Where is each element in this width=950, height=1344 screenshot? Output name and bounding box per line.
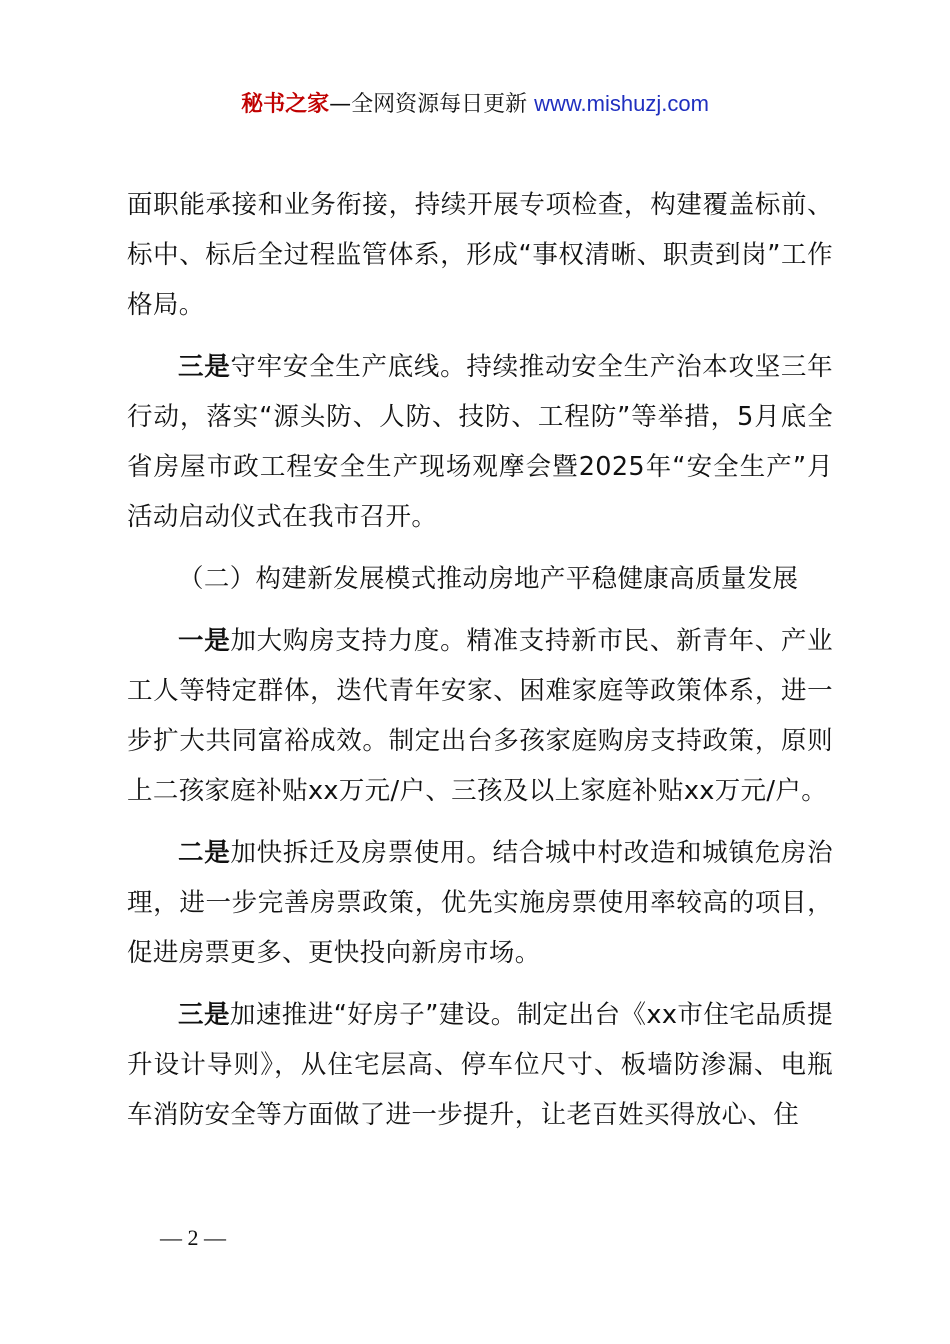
site-url-link[interactable]: www.mishuzj.com (534, 91, 709, 116)
paragraph-lead: 三是 (178, 1000, 230, 1030)
section-heading: （二）构建新发展模式推动房地产平稳健康高质量发展 (178, 564, 799, 594)
paragraph-text: 加快拆迁及房票使用。结合城中村改造和城镇危房治理，进一步完善房票政策，优先实施房票使用率较高的项目，促进房票更多、更快投向新房市场。 (127, 838, 833, 968)
site-brand: 秘书之家 (241, 92, 330, 117)
paragraph-housing-support (127, 616, 833, 816)
paragraph-text: 加速推进“好房子”建设。制定出台《xx市住宅品质提升设计导则》，从住宅层高、停车位尺寸、板墙防渗漏、电瓶车消防安全等方面做了进一步提升，让老百姓买得放心、住 (127, 1000, 834, 1130)
paragraph-text: 守牢安全生产底线。持续推动安全生产治本攻坚三年行动，落实“源头防、人防、技防、工程防”等举措，5月底全省房屋市政工程安全生产现场观摩会暨2025年“安全生产”月活动启动仪式在我市召开。 (127, 352, 833, 532)
site-tagline: 全网资源每日更新 (351, 92, 528, 117)
paragraph-safety-production (127, 342, 833, 542)
paragraph-text: 加大购房支持力度。精准支持新市民、新青年、产业工人等特定群体，迭代青年安家、困难家庭等政策体系，进一步扩大共同富裕成效。制定出台多孩家庭购房支持政策，原则上二孩家庭补贴xx万元/户、三孩及以上家庭补贴xx万元/户。 (127, 626, 833, 806)
site-header (0, 88, 950, 121)
header-separator: — (329, 92, 352, 117)
paragraph-demolition-tickets (127, 828, 833, 978)
paragraph-continuation (127, 180, 833, 330)
page-number: — 2 — (160, 1225, 226, 1250)
document-body (127, 180, 833, 1140)
paragraph-good-housing (127, 990, 833, 1140)
paragraph-lead: 三是 (178, 352, 231, 382)
paragraph-text: 面职能承接和业务衔接，持续开展专项检查，构建覆盖标前、标中、标后全过程监管体系，形成“事权清晰、职责到岗”工作格局。 (127, 190, 833, 320)
paragraph-lead: 一是 (178, 626, 231, 656)
paragraph-lead: 二是 (178, 838, 231, 868)
